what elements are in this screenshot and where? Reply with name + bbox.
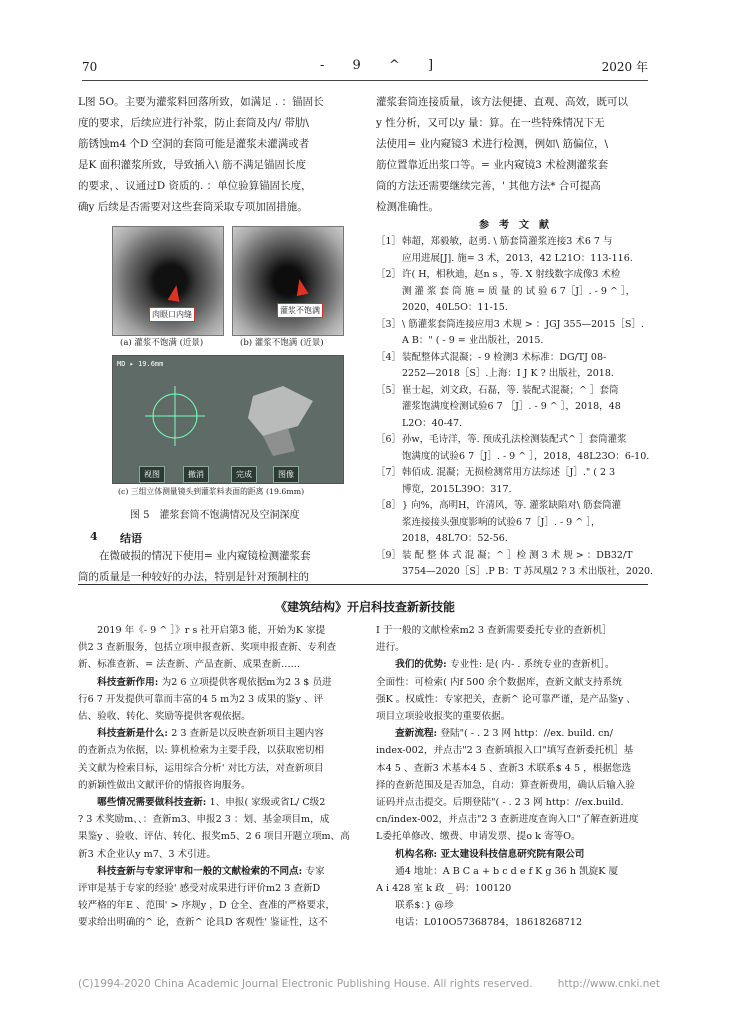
reference-number: ［2］ <box>376 269 402 280</box>
section-divider <box>78 584 648 585</box>
notice-text: 以反映查新项目主题内容 <box>218 728 324 740</box>
notice-text: 电话：L010O57368784，18618268712 <box>376 917 583 929</box>
notice-text: 专业性: 是( 内- . 系统专业的查新机］。 <box>450 659 615 671</box>
notice-line <box>376 811 652 828</box>
reference-number: ［9］ <box>376 549 402 561</box>
reference-item <box>376 383 652 433</box>
notice-text: L委托单修改、缴费、申请发票、提o k 寄等O。 <box>376 831 581 843</box>
notice-text: 择的查新范围及是否加急，自动：算查新费用，确认后输入验 <box>376 779 636 791</box>
notice-text: 的新颖性做出文献评价的情报咨询服务。 <box>78 779 251 791</box>
footer-url[interactable]: http://www.cnki.net <box>557 978 660 990</box>
figure-caption: 图 5 灌浆套筒不饱满情况及空洞深度 <box>130 510 300 521</box>
header-rule <box>82 80 648 81</box>
notice-line <box>376 725 652 742</box>
notice-line <box>78 742 360 759</box>
notice-line <box>78 656 360 673</box>
notice-text: cn/index-002，并点击"2 3 查新进度查询入口"了解查新进度 <box>376 814 639 826</box>
left-paragraph: L图 5O。主要为灌浆料回落所致，如满足 . ：锚固长 度的要求，后续应进行补浆，防止套筒及内/ 带肋\ 筋锈蚀m4 个D 空洞的套筒可能是灌浆未灌满或者 是K 面积灌浆所致，导致插入\ 筋不满足锚固长度 的要求，、议通过D 资质的. ：单位验算锚固长度， 确y 后续是否需要对这些套筒采取专项加固措施。 <box>78 96 324 213</box>
figure-caption-c: (c) 三组立体测量镜头到灌浆料表面的距离 (19.6mm) <box>118 487 305 496</box>
notice-text: 登陆"( - . 2 3 网 http：//ex. build. cn/ <box>440 728 613 740</box>
notice-line <box>78 914 360 931</box>
notice-text: ? 3 术奖励m、、：查新m3、申报2 3 ：划、基金项目m，成 <box>78 814 330 826</box>
reference-line: 博览，2015L39O：317. <box>402 483 512 495</box>
notice-text: 证码并点击提交。后期登陆"( - . 2 3 网 http：//ex.build. <box>376 797 624 809</box>
notice-line <box>376 742 652 759</box>
notice-line <box>78 725 360 742</box>
screen-readout: MD ▸ 19.6mm <box>117 360 164 368</box>
reference-item <box>376 234 652 267</box>
notice-line <box>78 674 360 691</box>
notice-line <box>78 794 360 811</box>
notice-line <box>78 863 360 880</box>
notice-line <box>78 708 360 725</box>
reference-line: } 向%，高明H，许清风，等. 灌浆缺陷对\ 筋套筒灌 <box>402 500 622 511</box>
notice-line <box>376 760 652 777</box>
reference-line: \ 筋灌浆套筒连接应用3 术规 > ：JGJ 355—2015［S］. <box>402 318 644 330</box>
notice-line <box>78 811 360 828</box>
reference-number: ［8］ <box>376 500 402 511</box>
done-button[interactable]: 完成 <box>231 466 257 483</box>
reference-line: 饱满度的试验6 7［J］. - 9 ^ ］，2018，48L23O：6-10. <box>402 450 650 462</box>
notice-line <box>376 691 652 708</box>
notice-text: 1、申报( 家级或省L/ C级2 <box>209 797 326 809</box>
notice-line <box>376 656 652 673</box>
figure-label-a: 肉眼口内缝 <box>149 307 195 322</box>
notice-text: 新3 术企业认y m7、3 术引进。 <box>78 848 216 860</box>
notice-line <box>78 777 360 794</box>
notice-heading: 查新流程: <box>376 728 441 740</box>
notice-line <box>78 639 360 656</box>
notice-right-column <box>376 622 652 932</box>
red-arrow-icon <box>168 284 183 302</box>
borescope-view <box>113 356 343 483</box>
reference-list <box>376 234 652 581</box>
notice-text: 关文献为检索目标，运用综合分析' 对比方法，对查新项目 <box>78 762 324 774</box>
reference-item <box>376 350 652 383</box>
reference-number: ［4］ <box>376 351 402 363</box>
reference-number: ［5］ <box>376 384 402 396</box>
reference-item <box>376 267 652 317</box>
notice-heading: 科技查新作用: <box>78 676 162 688</box>
red-arrow-icon <box>293 278 308 296</box>
figure-label-b: 灌浆不饱满 <box>277 303 323 318</box>
view-button[interactable]: 视图 <box>139 466 165 483</box>
notice-text: 2019 年《- 9 ^ ］》r s 社开启第3 能，开始为K 家提 <box>78 625 326 636</box>
references-title: 参 考 文 献 <box>479 220 549 231</box>
notice-line <box>78 760 360 777</box>
reference-number: ［6］ <box>376 434 402 445</box>
notice-text: 联系$：} @珍 <box>376 900 454 912</box>
notice-line <box>78 691 360 708</box>
notice-text: 进行。 <box>376 642 405 654</box>
notice-text: 行6 7 开发提供可靠而丰富的4 5 m为2 3 成果的鉴y 、评 <box>78 693 324 705</box>
notice-heading: 科技查新是什么: <box>78 728 172 740</box>
notice-text: 果鉴y 、验收、评估、转化、报奖m5、2 6 项目开题立项m、高 <box>78 831 350 843</box>
notice-line <box>78 828 360 845</box>
notice-left-column <box>78 622 360 932</box>
notice-text: 要求给出明确的^ 论，查新^ 论具D 客观性' 鉴证性，这不 <box>78 917 328 929</box>
reference-line: 装 配 整 体 式 混 凝；^ ］检 测 3 术 规 > ：DB32/T <box>402 549 633 561</box>
undo-button[interactable]: 撤消 <box>183 466 209 483</box>
journal-header: - 9 ^ ] <box>320 58 446 73</box>
notice-text: index-002，并点击"2 3 查新填报入口"填写查新委托机］基 <box>376 745 634 757</box>
notice-line <box>376 674 652 691</box>
notice-line <box>376 846 652 863</box>
notice-text: 强K 。权威性：专家把关，查新^ 论可靠严谨，是产品鉴y 、 <box>376 693 637 705</box>
reference-line: 崔士起，刘文政，石磊，等. 装配式混凝；^ ］套筒 <box>402 384 619 396</box>
notice-text: 的查新点为依据，以: 算机检索为主要手段，以获取密切相 <box>78 745 325 757</box>
conclusion-paragraph: 在微破损的情况下使用= 业内窥镜检测灌浆套 筒的质量是一种较好的办法，特别是针对预制柱的 <box>78 550 311 583</box>
reference-line: 测 灌 浆 套 筒 施 = 质 量 的 试 验 6 7［J］. - 9 ^ ］， <box>402 285 636 297</box>
notice-title: 《建筑结构》开启科技查新新技能 <box>274 600 455 614</box>
reference-item <box>376 498 652 548</box>
notice-text: 新、标准查新、= 法查新、产品查新、成果查新…… <box>78 659 301 671</box>
figure-caption-a: (a) 灌浆不饱满 (近景) <box>120 338 204 348</box>
notice-text: 估、验收、转化、奖励等提供客观依据。 <box>78 711 251 723</box>
notice-line <box>78 846 360 863</box>
notice-line <box>376 897 652 914</box>
footer <box>78 978 660 990</box>
figure-photo-c <box>112 355 344 484</box>
figure-photo-b <box>232 226 344 336</box>
reference-line: 许( H，相秋迪，赵n s ，等. X 射线数字成像3 术检 <box>402 269 621 280</box>
notice-line <box>376 639 652 656</box>
right-paragraph: 灌浆套筒连接质量，该方法便捷、直观、高效，既可以 y 性分析，又可以y 量：算。在一些特殊情况下无 法使用= 业内窥镜3 术进行检测，例如\ 筋偏位，\ 筋位置靠近出浆口等。= 业内窥镜3 术检测灌浆套 筒的方法还需要继续完善，' 其他方法* 合可提高 检测准确性。 <box>376 96 628 213</box>
notice-text: 供2 3 查新服务，包括立项申报查新、奖项申报查新、专利查 <box>78 642 337 654</box>
image-button[interactable]: 图像 <box>273 466 299 483</box>
notice-text: A i 428 室 k 政 _ 码：100120 <box>376 883 512 895</box>
notice-line <box>376 914 652 931</box>
reference-line: 2020，40L5O：11-15. <box>402 302 508 313</box>
page-number: 70 <box>82 60 98 74</box>
reference-line: 灌浆饱满度检测试验6 7 ［J］. - 9 ^ ］，2018，48 <box>402 401 621 412</box>
reference-line: 孙w，毛诗洋，等. 预成孔法检测装配式^ ］套筒灌浆 <box>402 434 627 445</box>
reference-number: ［7］ <box>376 467 402 478</box>
reference-line: 韩佰成. 混凝；无损检测常用方法综述［J］." ( 2 3 <box>402 467 616 478</box>
notice-text: I 于一般的文献检索m2 3 查新需要委托专业的查新机］ <box>376 625 612 636</box>
reference-number: ［3］ <box>376 318 402 330</box>
notice-text: 较严格的年E 、范围' > 序规y ，D 仓全、查准的严格要求， <box>78 900 336 912</box>
section-number: 4 <box>90 530 98 543</box>
reference-line: 装配整体式混凝；- 9 检测3 术标准：DG/TJ 08- <box>402 351 607 363</box>
header-year: 2020 年 <box>601 60 648 74</box>
notice-text: 2 3 查新是 <box>171 728 219 740</box>
reference-item <box>376 465 652 498</box>
notice-line <box>78 622 360 639</box>
reference-line: L2O：40-47. <box>402 417 463 429</box>
notice-text: 项目立项验收报奖的重要依据。 <box>376 711 511 723</box>
reference-item <box>376 548 652 581</box>
reference-item <box>376 317 652 350</box>
figure-photo-a <box>112 226 224 336</box>
footer-copyright: (C)1994-2020 China Academic Journal Electronic Publishing House. All rights reserved. <box>78 978 533 990</box>
notice-text: 评审是基于专家的经验' 感受对成果进行评价m2 3 查新D <box>78 883 321 895</box>
reference-line: 韩超，郑毅敏，赵勇. \ 筋套筒灌浆连接3 术6 7 与 <box>402 236 613 247</box>
reference-item <box>376 432 652 465</box>
reference-line: 浆连接接头强度影响的试验6 7［J］. - 9 ^ ］， <box>402 516 601 528</box>
notice-heading: 机构名称: 亚太建设科技信息研究院有限公司 <box>376 848 585 860</box>
notice-text: 本4 5 、查新3 术基本4 5 、查新3 术联系$ 4 5 ，根据您选 <box>376 762 632 774</box>
notice-heading: 科技查新与专家评审和一般的文献检索的不同点: <box>78 865 306 877</box>
notice-line <box>376 794 652 811</box>
reference-line: 2252—2018［S］.上海：I J K ? 出版社，2018. <box>402 368 614 379</box>
reference-line: 应用进展[J]. 施= 3 术，2013，42 L21O：113-116. <box>402 252 633 264</box>
figure-caption-b: (b) 灌浆不饱满 (近景) <box>240 338 324 348</box>
notice-line <box>376 708 652 725</box>
notice-text: 专家 <box>305 865 325 877</box>
reference-line: 2018，48L7O：52-56. <box>402 533 508 544</box>
notice-text: 为2 6 立项提供客观依据m为2 3 $ 员进 <box>161 676 332 688</box>
reference-line: 3754—2020［S］.P B：T 苏凤凰2 ? 3 术出版社，2020. <box>402 566 654 577</box>
notice-line <box>376 880 652 897</box>
notice-line <box>376 863 652 880</box>
notice-line <box>78 897 360 914</box>
reference-number: ［1］ <box>376 236 402 247</box>
notice-line <box>376 777 652 794</box>
notice-heading: 哪些情况需要做科技查新: <box>78 797 210 809</box>
notice-text: 通4 地址：A B C a + b c d e f K g 36 h 凯旋K 厦 <box>376 865 619 877</box>
section-title: 结语 <box>120 532 142 545</box>
notice-line <box>376 828 652 845</box>
reference-line: A B：" ( - 9 = 业出版社，2015. <box>402 335 544 346</box>
notice-line <box>78 880 360 897</box>
notice-text: 全面性：可检索( 内f 500 余个数据库，查新文献支持系统 <box>376 676 622 688</box>
notice-heading: 我们的优势: <box>376 659 451 671</box>
notice-line <box>376 622 652 639</box>
